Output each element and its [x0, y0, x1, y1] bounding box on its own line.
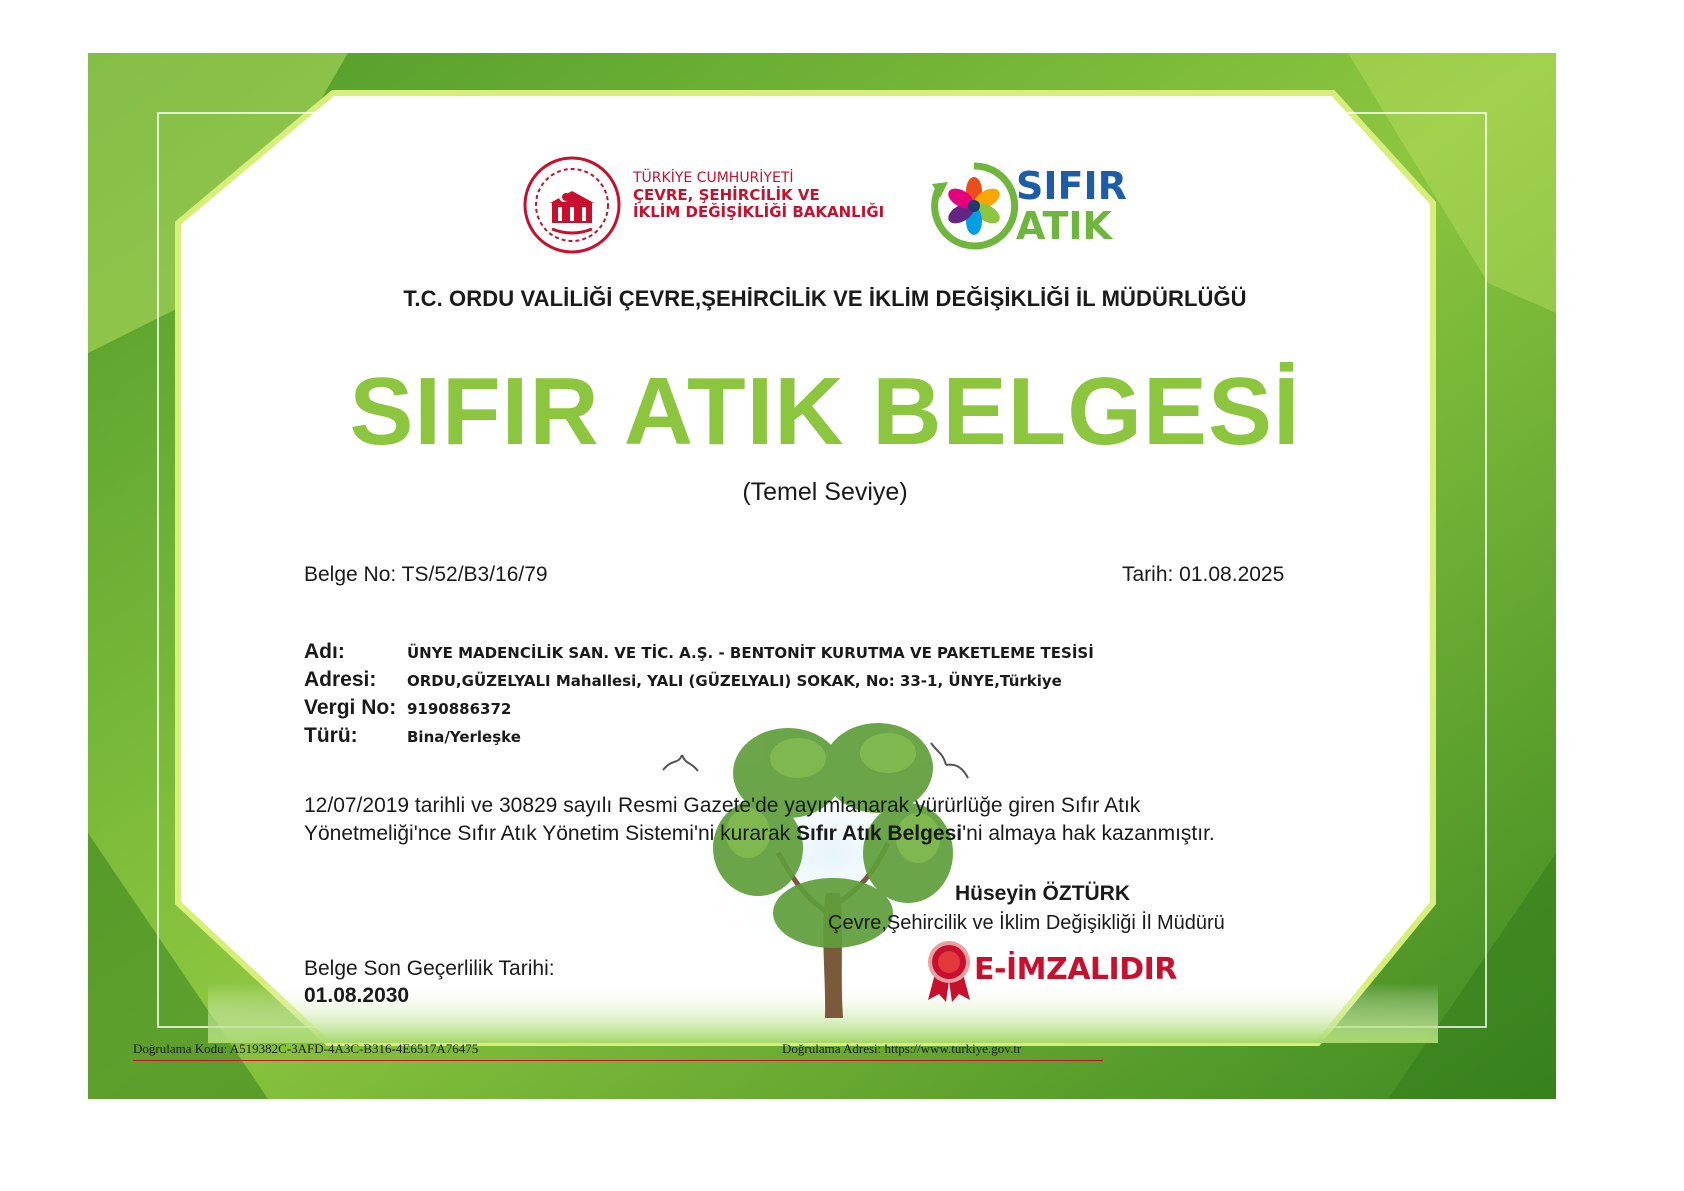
ministry-name-line3: İKLİM DEĞİŞİKLİĞİ BAKANLIĞI: [633, 203, 885, 221]
verification-address: Doğrulama Adresi: https://www.turkiye.gov.tr: [782, 1041, 1022, 1056]
certificate-level: (Temel Seviye): [742, 478, 908, 506]
award-statement: [304, 792, 1284, 848]
zero-waste-wordmark: [1016, 166, 1127, 246]
detail-value: 9190886372: [407, 700, 512, 718]
ministry-name-line1: TÜRKİYE CUMHURİYETİ: [633, 170, 794, 186]
signatory-name: Hüseyin ÖZTÜRK: [955, 882, 1131, 905]
seal-ribbon-icon: [924, 940, 974, 1002]
signatory-role: Çevre,Şehircilik ve İklim Değişikliği İl Müdürü: [828, 912, 1225, 934]
statement-bold: Sıfır Atık Belgesi: [796, 822, 963, 845]
validity-date: 01.08.2030: [304, 984, 410, 1007]
detail-row-tax-no: [304, 696, 511, 720]
directorate-title: T.C. ORDU VALİLİĞİ ÇEVRE,ŞEHİRCİLİK VE İKLİM DEĞİŞİKLİĞİ İL MÜDÜRLÜĞÜ: [403, 286, 1247, 311]
zero-waste-logo-icon: [928, 160, 1020, 252]
ministry-name: [633, 170, 884, 221]
certificate-title: SIFIR ATIK BELGESİ: [349, 358, 1301, 465]
ministry-emblem-icon: [522, 155, 622, 255]
detail-value: Bina/Yerleşke: [407, 728, 521, 746]
document-number: Belge No: TS/52/B3/16/79: [304, 563, 548, 586]
detail-value: ÜNYE MADENCİLİK SAN. VE TİC. A.Ş. - BENTONİT KURUTMA VE PAKETLEME TESİSİ: [407, 644, 1094, 662]
detail-row-type: [304, 724, 521, 748]
document-date: Tarih: 01.08.2025: [1122, 563, 1285, 586]
e-signed-badge: E-İMZALIDIR: [974, 952, 1177, 987]
statement-text-end: 'ni almaya hak kazanmıştır.: [962, 822, 1215, 845]
verification-code: Doğrulama Kodu: A519382C-3AFD-4A3C-B316-4E6517A76475: [133, 1041, 479, 1056]
detail-row-address: [304, 668, 1062, 692]
detail-value: ORDU,GÜZELYALI Mahallesi, YALI (GÜZELYALI) SOKAK, No: 33-1, ÜNYE,Türkiye: [407, 672, 1062, 690]
zero-waste-word-sifir: SIFIR: [1016, 164, 1127, 208]
detail-label: Adı:: [304, 640, 345, 663]
footer-underline: [133, 1060, 1103, 1061]
ministry-name-line2: ÇEVRE, ŞEHİRCİLİK VE: [633, 186, 820, 204]
detail-label: Türü:: [304, 724, 358, 747]
validity-label: Belge Son Geçerlilik Tarihi:: [304, 957, 555, 980]
detail-label: Vergi No:: [304, 696, 397, 719]
statement-text: 12/07/2019 tarihli ve 30829 sayılı Resmi Gazete'de yayımlanarak yürürlüğe giren Sıfır Atık Yönetmeliği'nce Sıfır Atık Yönetim Sistemi'ni kurarak: [304, 794, 1141, 845]
zero-waste-word-atik: ATIK: [1016, 204, 1112, 248]
detail-label: Adresi:: [304, 668, 377, 691]
detail-row-name: [304, 640, 1094, 664]
